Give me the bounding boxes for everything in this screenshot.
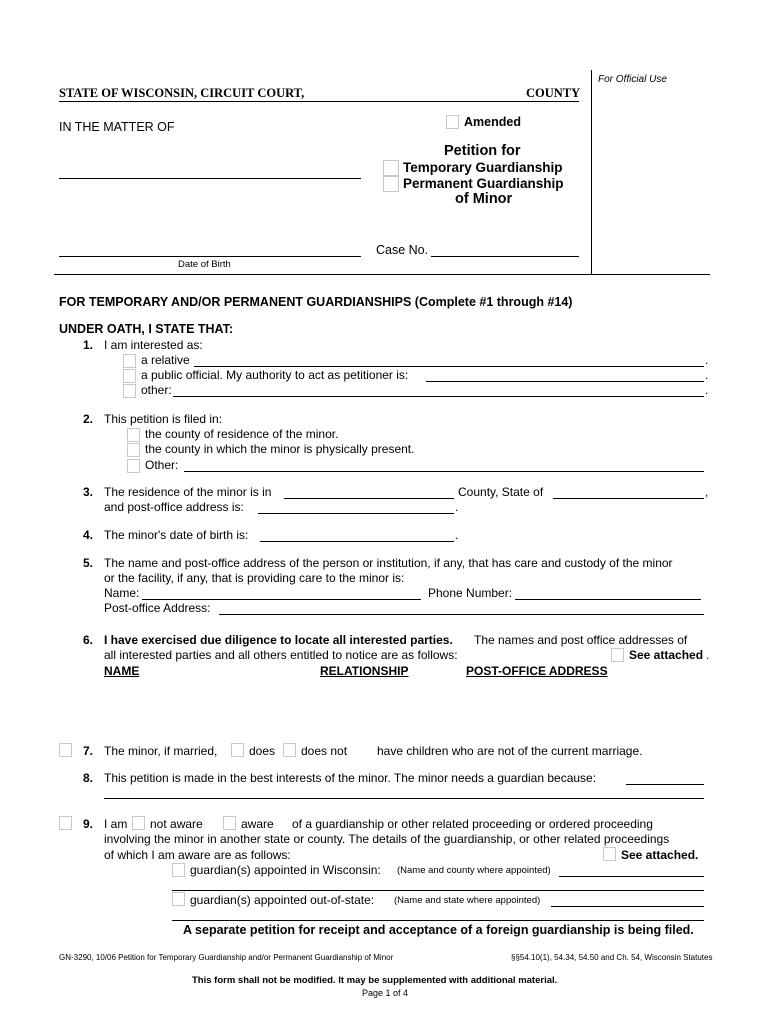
guardian-reason-line1[interactable] <box>626 784 704 785</box>
county-present-checkbox[interactable] <box>127 443 140 457</box>
does-checkbox[interactable] <box>231 743 244 757</box>
proceeding-text: of a guardianship or other related proceeding or ordered proceeding <box>292 817 653 831</box>
residence-county-line[interactable] <box>284 498 454 499</box>
statutes-footer: §§54.10(1), 54.34, 54.50 and Ch. 54, Wisconsin Statutes <box>511 953 713 962</box>
not-aware-label: not aware <box>150 817 203 831</box>
out-of-state-guardian-note: (Name and state where appointed) <box>394 895 541 906</box>
custody-name-label: Name: <box>104 586 140 600</box>
county-other-line[interactable] <box>184 471 704 472</box>
court-name: STATE OF WISCONSIN, CIRCUIT COURT, <box>59 86 305 100</box>
custody-address-label: Post-office Address: <box>104 601 211 615</box>
i-am-label: I am <box>104 817 128 831</box>
foreign-guardianship-notice: A separate petition for receipt and acceptance of a foreign guardianship is being filed. <box>183 923 694 937</box>
official-use-divider <box>591 70 592 275</box>
wisconsin-guardian-checkbox[interactable] <box>172 863 185 877</box>
oath-heading: UNDER OATH, I STATE THAT: <box>59 322 234 336</box>
item6-see-attached-label: See attached <box>629 648 704 662</box>
wisconsin-guardian-label: guardian(s) appointed in Wisconsin: <box>190 863 381 877</box>
date-of-birth-line[interactable] <box>59 256 361 257</box>
out-of-state-guardian-checkbox[interactable] <box>172 892 185 906</box>
relative-line[interactable] <box>194 366 704 367</box>
custody-text-line2: or the facility, if any, that is providing care to the minor is: <box>104 571 405 585</box>
item1-text: I am interested as: <box>104 338 203 352</box>
item7-text: The minor, if married, <box>104 744 218 758</box>
relative-label: a relative <box>141 353 190 367</box>
out-of-state-guardian-label: guardian(s) appointed out-of-state: <box>190 893 375 907</box>
does-not-checkbox[interactable] <box>283 743 296 757</box>
page-number: Page 1 of 4 <box>362 988 409 998</box>
modification-notice: This form shall not be modified. It may be supplemented with additional material. <box>192 975 558 986</box>
item4-number: 4. <box>83 528 94 542</box>
item7-checkbox[interactable] <box>59 743 72 757</box>
caption-bottom-rule <box>54 274 710 275</box>
col-relationship-header: RELATIONSHIP <box>320 664 409 678</box>
of-minor-title: of Minor <box>455 191 513 207</box>
form-id-footer: GN-3290, 10/06 Petition for Temporary Guardianship and/or Permanent Guardianship of Minor <box>59 953 394 962</box>
residence-address-label: and post-office address is: <box>104 500 244 514</box>
other-interest-checkbox[interactable] <box>123 384 136 398</box>
custody-text-line1: The name and post-office address of the person or institution, if any, that has care and custody of the minor <box>104 556 673 570</box>
residence-address-line[interactable] <box>258 513 454 514</box>
col-address-header: POST-OFFICE ADDRESS <box>466 664 608 678</box>
item9-see-attached-label: See attached. <box>621 848 699 862</box>
form-heading: FOR TEMPORARY AND/OR PERMANENT GUARDIANSHIPS (Complete #1 through #14) <box>59 295 573 309</box>
item7-number: 7. <box>83 744 94 758</box>
best-interests-text: This petition is made in the best interests of the minor. The minor needs a guardian because: <box>104 771 597 785</box>
does-label: does <box>249 744 276 758</box>
county-other-label: Other: <box>145 458 179 472</box>
official-use-label: For Official Use <box>598 74 667 85</box>
item3-number: 3. <box>83 485 94 499</box>
out-of-state-guardian-line2[interactable] <box>172 920 704 921</box>
item6-text-line2: all interested parties and all others entitled to notice are as follows: <box>104 648 458 662</box>
aware-checkbox[interactable] <box>223 816 236 830</box>
case-no-line[interactable] <box>431 256 579 257</box>
item6-see-attached-checkbox[interactable] <box>611 648 624 662</box>
county-of-residence-checkbox[interactable] <box>127 428 140 442</box>
item9-checkbox[interactable] <box>59 816 72 830</box>
court-county-line[interactable] <box>59 101 579 102</box>
county-present-label: the county in which the minor is physically present. <box>145 442 415 456</box>
proceeding-text-line2: involving the minor in another state or county. The details of the guardianship, or other related proceedings <box>104 832 670 846</box>
other-interest-line[interactable] <box>173 396 704 397</box>
temporary-checkbox[interactable] <box>383 160 399 176</box>
wisconsin-guardian-line[interactable] <box>559 876 704 877</box>
petition-for-title: Petition for <box>444 143 521 159</box>
minor-name-line[interactable] <box>59 178 361 179</box>
state-of-label: County, State of <box>458 485 544 499</box>
custody-address-line[interactable] <box>219 614 704 615</box>
due-diligence-statement: I have exercised due diligence to locate all interested parties. <box>104 633 453 647</box>
item8-number: 8. <box>83 771 94 785</box>
guardian-reason-line2[interactable] <box>104 798 704 799</box>
out-of-state-guardian-line[interactable] <box>551 906 704 907</box>
other-interest-label: other: <box>141 383 172 397</box>
public-official-checkbox[interactable] <box>123 369 136 383</box>
relative-checkbox[interactable] <box>123 354 136 368</box>
item1-number: 1. <box>83 338 94 352</box>
date-of-birth-label: Date of Birth <box>178 259 231 270</box>
does-not-label: does not <box>301 744 348 758</box>
item5-number: 5. <box>83 556 94 570</box>
col-name-header: NAME <box>104 664 140 678</box>
temporary-title: Temporary Guardianship <box>403 160 563 175</box>
item9-number: 9. <box>83 817 94 831</box>
item2-text: This petition is filed in: <box>104 412 223 426</box>
matter-of-label: IN THE MATTER OF <box>59 120 175 134</box>
residence-state-line[interactable] <box>553 498 704 499</box>
case-no-label: Case No. <box>376 243 429 257</box>
county-other-checkbox[interactable] <box>127 459 140 473</box>
court-county-label: COUNTY <box>526 86 581 100</box>
authority-line[interactable] <box>426 381 704 382</box>
custody-phone-label: Phone Number: <box>428 586 513 600</box>
wisconsin-guardian-line2[interactable] <box>172 890 704 891</box>
item7-children-text: have children who are not of the current marriage. <box>377 744 643 758</box>
item9-see-attached-checkbox[interactable] <box>603 847 616 861</box>
minor-dob-line[interactable] <box>260 541 454 542</box>
amended-label: Amended <box>464 115 521 129</box>
not-aware-checkbox[interactable] <box>132 816 145 830</box>
amended-checkbox[interactable] <box>446 115 459 129</box>
item6-number: 6. <box>83 633 94 647</box>
custody-phone-line[interactable] <box>515 599 701 600</box>
custody-name-line[interactable] <box>142 599 421 600</box>
residence-label: The residence of the minor is in <box>104 485 272 499</box>
county-of-residence-label: the county of residence of the minor. <box>145 427 339 441</box>
minor-dob-label: The minor's date of birth is: <box>104 528 249 542</box>
proceeding-text-line3: of which I am aware are as follows: <box>104 848 291 862</box>
aware-label: aware <box>241 817 274 831</box>
wisconsin-guardian-note: (Name and county where appointed) <box>397 865 551 876</box>
permanent-title: Permanent Guardianship <box>403 176 564 191</box>
public-official-label: a public official. My authority to act as petitioner is: <box>141 368 409 382</box>
item2-number: 2. <box>83 412 94 426</box>
permanent-checkbox[interactable] <box>383 176 399 192</box>
item6-text: The names and post office addresses of <box>474 633 688 647</box>
